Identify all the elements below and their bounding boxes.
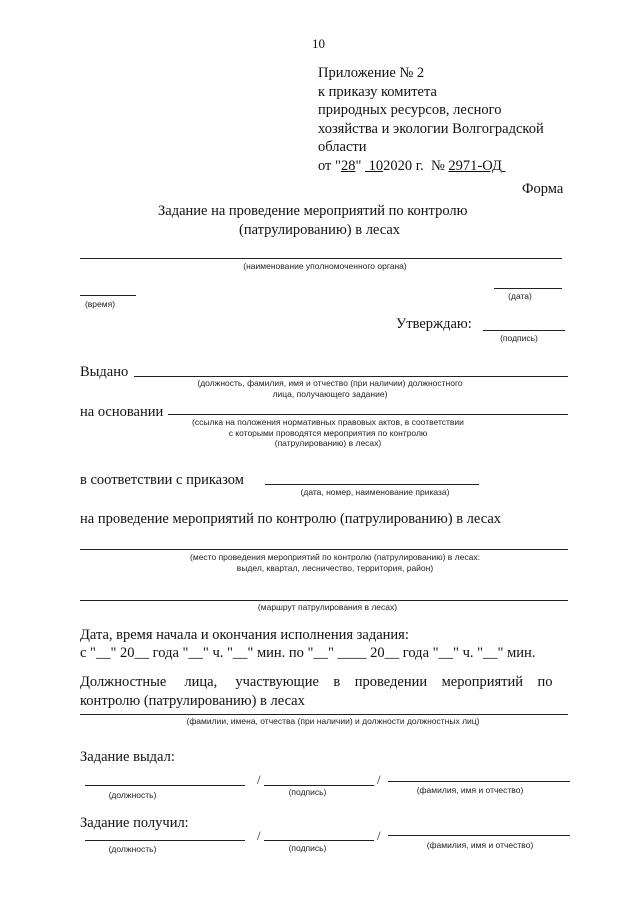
appendix-date-line <box>318 157 544 176</box>
officials-field-line[interactable] <box>80 714 568 715</box>
dates-line-1: Дата, время начала и окончания исполнения задания: <box>80 627 409 643</box>
received-by-signature-caption: (подпись) <box>288 843 327 853</box>
officials-line-2: контролю (патрулированию) в лесах <box>80 693 305 709</box>
title-line-2: (патрулированию) в лесах <box>239 222 401 238</box>
place-caption: (место проведения мероприятий по контролю (патрулированию) в лесах: выдел, квартал, лесничество, территория, район) <box>190 552 480 573</box>
issued-by-signature-caption: (подпись) <box>288 787 327 797</box>
purpose-text: на проведение мероприятий по контролю (патрулированию) в лесах <box>80 511 502 527</box>
number-prefix: № <box>430 157 445 174</box>
title-line-1: Задание на проведение мероприятий по контролю <box>158 203 468 219</box>
slash-3: / <box>257 828 261 843</box>
date-year: 2020 г. <box>383 157 424 174</box>
basis-caption: (ссылка на положения нормативных правовых актов, в соответствии с которыми проводятся мероприятия по контролю (патрулированию) в лесах) <box>192 417 464 449</box>
appendix-line-1: Приложение № 2 <box>318 65 425 81</box>
issued-by-name-caption: (фамилия, имя и отчество) <box>416 785 524 795</box>
page-number: 10 <box>312 36 325 51</box>
authority-field-line[interactable] <box>80 258 562 259</box>
approve-signature-line[interactable] <box>483 330 565 331</box>
basis-field-line[interactable] <box>168 414 568 415</box>
officials-line-1: Должностные лица, участвующие в проведении мероприятий по <box>80 674 553 690</box>
issued-by-label: Задание выдал: <box>80 749 175 765</box>
route-caption: (маршрут патрулирования в лесах) <box>257 602 398 612</box>
officials-caption: (фамилии, имена, отчества (при наличии) и должности должностных лиц) <box>186 716 480 726</box>
appendix-line-3: природных ресурсов, лесного <box>318 102 502 118</box>
received-by-signature-line[interactable] <box>264 840 374 841</box>
received-by-label: Задание получил: <box>80 815 189 831</box>
approve-signature-caption: (подпись) <box>500 333 538 343</box>
issued-by-name-line[interactable] <box>388 781 570 782</box>
approve-label: Утверждаю: <box>396 316 472 332</box>
issued-by-position-line[interactable] <box>85 785 245 786</box>
appendix-line-4: хозяйства и экологии Волгоградской <box>318 120 544 137</box>
order-label: в соответствии с приказом <box>80 472 244 488</box>
date-month: 10 <box>368 157 384 174</box>
date-field-line[interactable] <box>494 288 562 289</box>
order-number: 2971-ОД <box>448 157 502 174</box>
appendix-line-2: к приказу комитета <box>318 83 437 100</box>
issued-by-position-caption: (должность) <box>108 790 157 800</box>
date-mid: " <box>355 157 362 174</box>
route-field-line[interactable] <box>80 600 568 601</box>
date-day: 28 <box>340 157 356 174</box>
issued-to-caption: (должность, фамилия, имя и отчество (при наличии) должностного лица, получающего задание) <box>197 378 463 399</box>
time-caption: (время) <box>84 299 116 309</box>
slash-4: / <box>377 828 381 843</box>
issued-to-field-line[interactable] <box>134 376 568 377</box>
issued-label: Выдано <box>80 364 129 380</box>
place-field-line[interactable] <box>80 549 568 550</box>
received-by-name-caption: (фамилия, имя и отчество) <box>426 840 534 850</box>
slash-1: / <box>257 772 261 787</box>
date-caption: (дата) <box>508 291 532 301</box>
date-prefix: от " <box>318 157 341 174</box>
basis-label: на основании <box>80 404 164 420</box>
received-by-position-caption: (должность) <box>108 844 157 854</box>
authority-caption: (наименование уполномоченного органа) <box>243 261 407 271</box>
order-field-line[interactable] <box>265 484 479 485</box>
appendix-header <box>318 64 544 175</box>
dates-line-2: с "__" 20__ года "__" ч. "__" мин. по "__" ____ 20__ года "__" ч. "__" мин. <box>80 645 536 661</box>
order-caption: (дата, номер, наименование приказа) <box>300 487 450 497</box>
time-field-line[interactable] <box>80 295 136 296</box>
issued-by-signature-line[interactable] <box>264 785 374 786</box>
form-label: Форма <box>522 181 564 197</box>
appendix-line-5: области <box>318 139 367 155</box>
slash-2: / <box>377 772 381 787</box>
received-by-name-line[interactable] <box>388 835 570 836</box>
received-by-position-line[interactable] <box>85 840 245 841</box>
